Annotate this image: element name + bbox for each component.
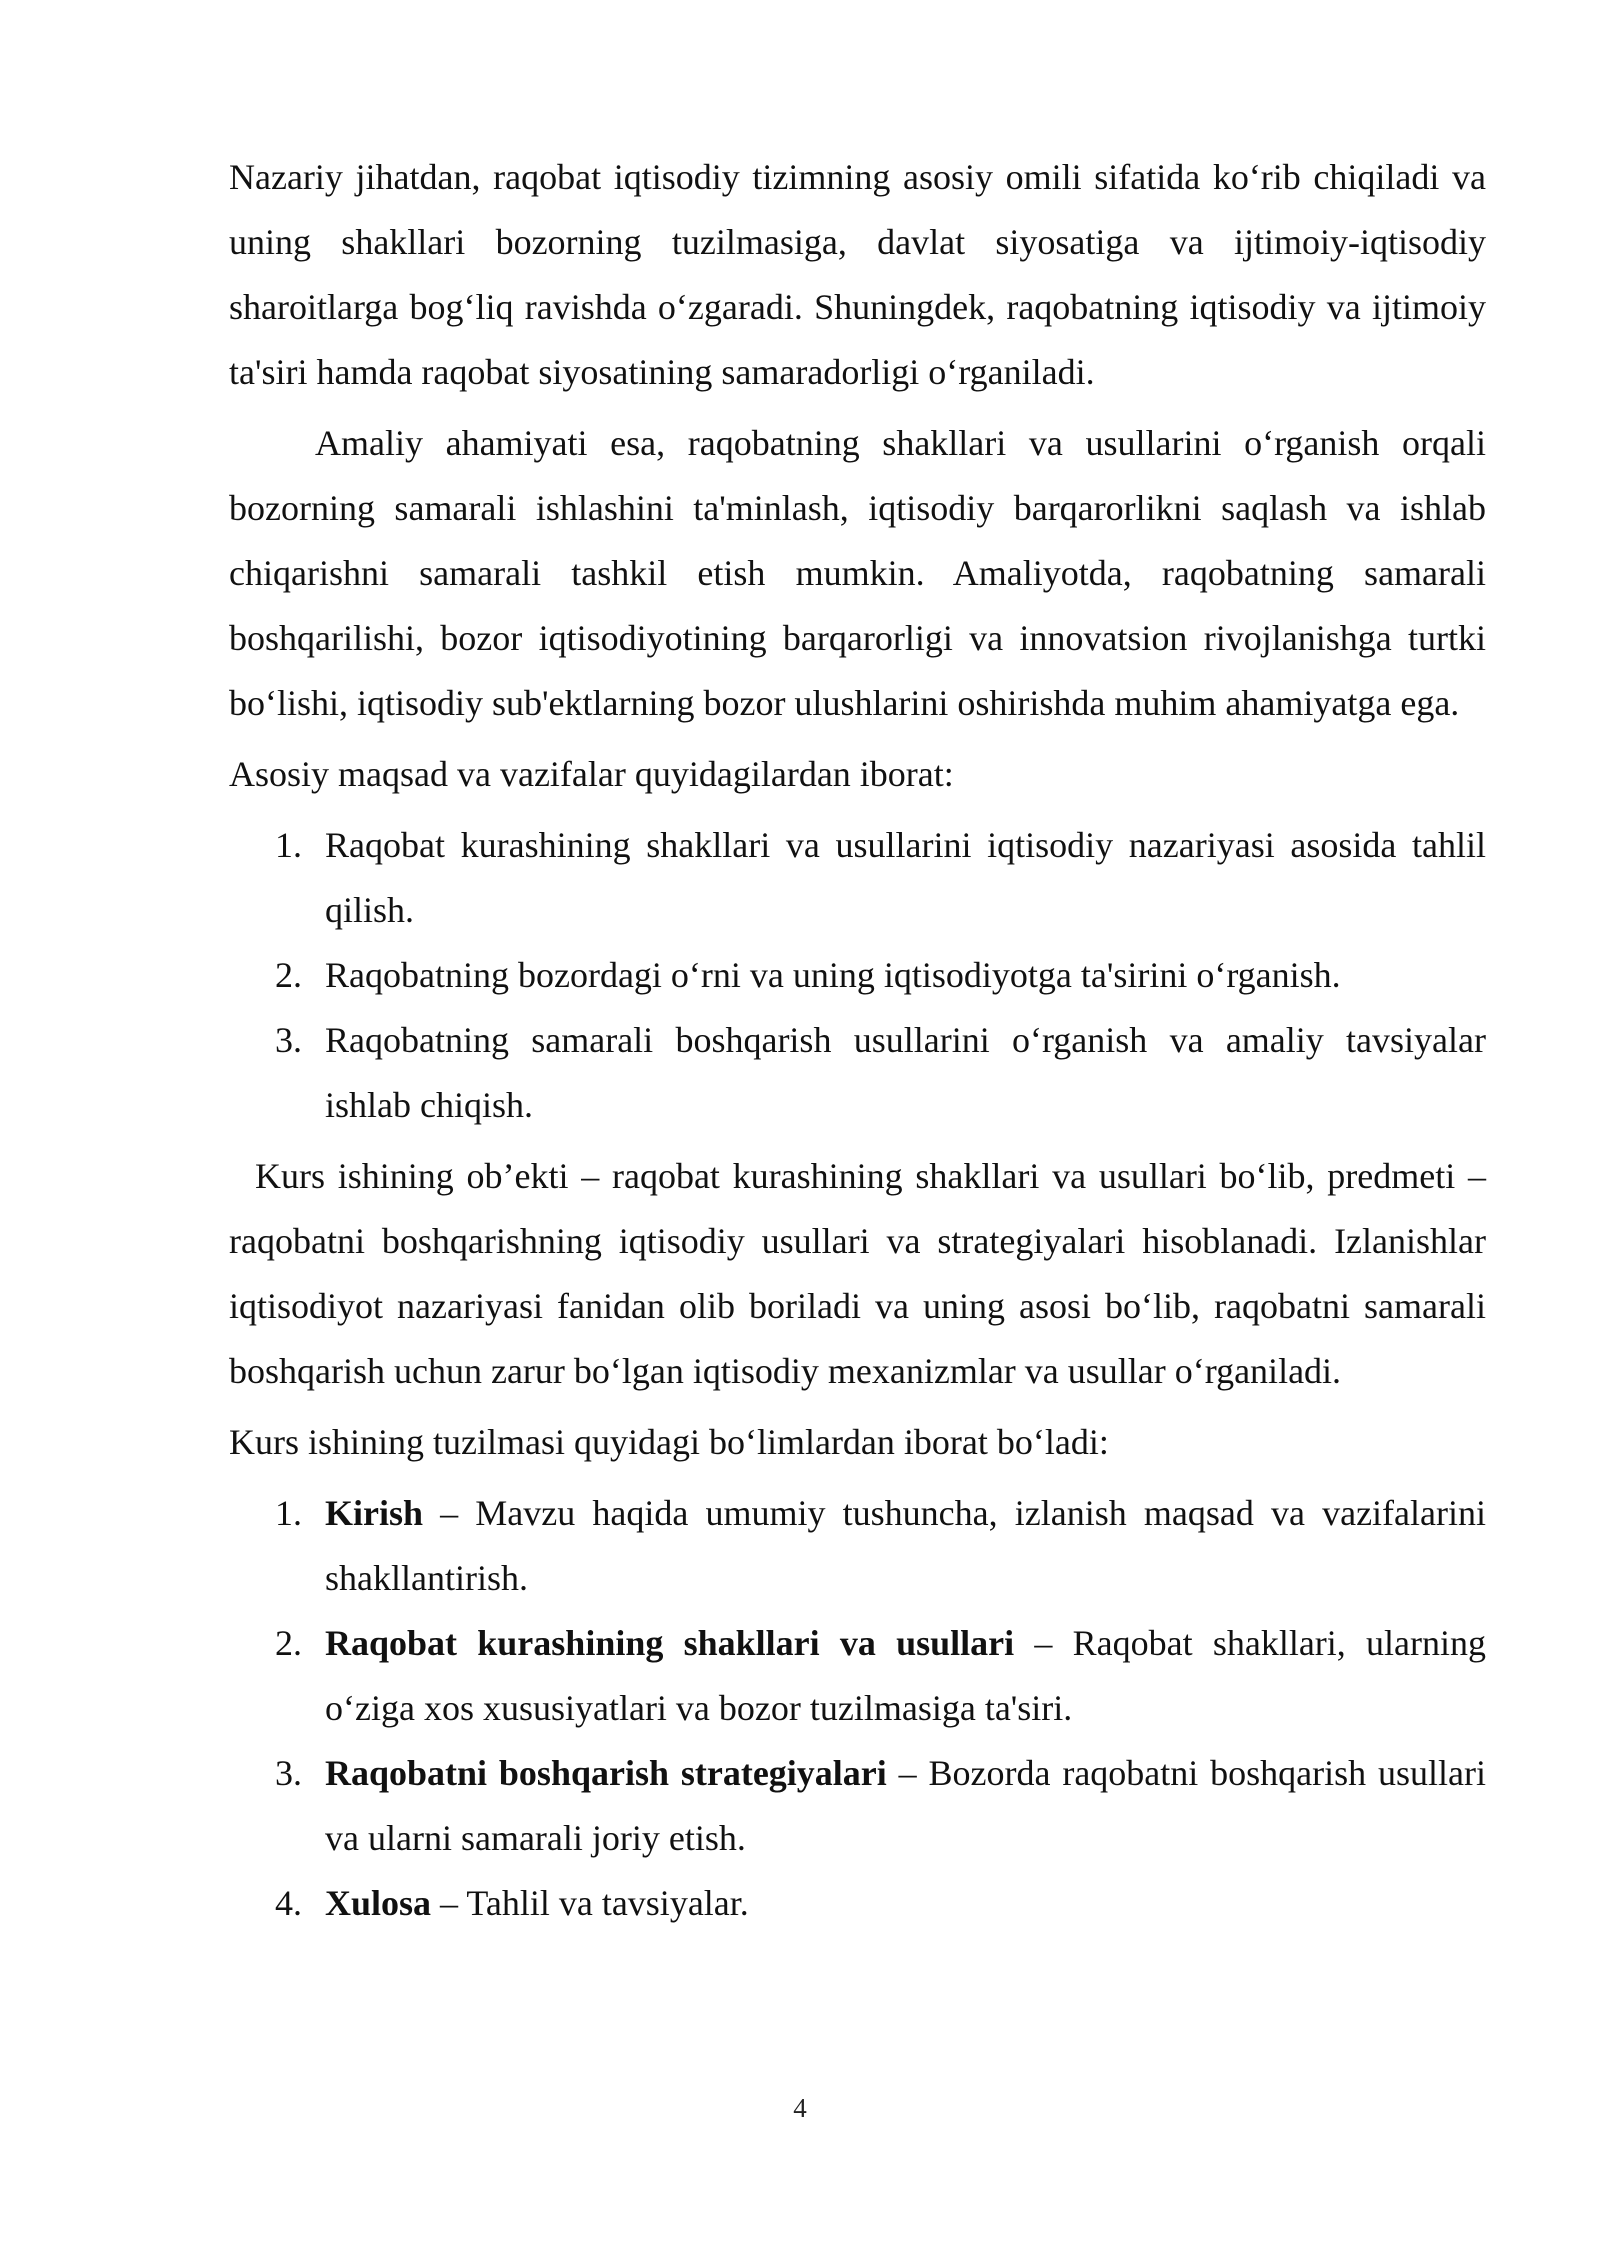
- paragraph-goals-intro: Asosiy maqsad va vazifalar quyidagilardan iborat:: [229, 754, 954, 794]
- page-number: 4: [793, 2093, 807, 2123]
- paragraph-structure-intro: Kurs ishining tuzilmasi quyidagi bo‘limlardan iborat bo‘ladi:: [229, 1422, 1109, 1462]
- list-number: 2.: [275, 1623, 302, 1663]
- list-item-title: Kirish: [325, 1493, 424, 1533]
- list-item: [229, 1871, 1486, 1936]
- paragraph-theoretical: Nazariy jihatdan, raqobat iqtisodiy tizimning asosiy omili sifatida ko‘rib chiqiladi va uning shakllari bozorning tuzilmasiga, davlat siyosatiga va ijtimoiy-iqtisodiy sharoitlarga bog‘liq ravishda o‘zgaradi. Shuningdek, raqobatning iqtisodiy va ijtimoiy ta'siri hamda raqobat siyosatining samaradorligi o‘rganiladi.: [229, 157, 1486, 392]
- paragraph-practical: Amaliy ahamiyati esa, raqobatning shakllari va usullarini o‘rganish orqali bozorning samarali ishlashini ta'minlash, iqtisodiy barqarorlikni saqlash va ishlab chiqarishni samarali tashkil etish mumkin. Amaliyotda, raqobatning samarali boshqarilishi, bozor iqtisodiyotining barqarorligi va innovatsion rivojlanishga turtki bo‘lishi, iqtisodiy sub'ektlarning bozor ulushlarini oshirishda muhim ahamiyatga ega.: [229, 423, 1486, 723]
- list-number: 1.: [275, 825, 302, 865]
- goals-list: [229, 813, 1486, 1138]
- list-number: 3.: [275, 1020, 302, 1060]
- list-item-text: Raqobat kurashining shakllari va usullarini iqtisodiy nazariyasi asosida tahlil qilish.: [325, 825, 1486, 930]
- list-item-text: – Bozorda raqobatni boshqarish usullari va ularni samarali joriy etish.: [325, 1753, 1486, 1858]
- list-number: 1.: [275, 1493, 302, 1533]
- list-item-text: – Raqobat shakllari, ularning o‘ziga xos xususiyatlari va bozor tuzilmasiga ta'siri.: [325, 1623, 1487, 1728]
- list-item: [229, 1008, 1486, 1138]
- list-item-text: Raqobatning samarali boshqarish usullarini o‘rganish va amaliy tavsiyalar ishlab chiqish.: [325, 1020, 1486, 1125]
- list-number: 2.: [275, 955, 302, 995]
- document-page: [229, 145, 1486, 1936]
- list-item: [229, 813, 1486, 943]
- list-item-text: Raqobatning bozordagi o‘rni va uning iqtisodiyotga ta'sirini o‘rganish.: [325, 955, 1341, 995]
- list-number: 4.: [275, 1883, 302, 1923]
- list-item-title: Raqobatni boshqarish strategiyalari: [325, 1753, 887, 1793]
- list-number: 3.: [275, 1753, 302, 1793]
- list-item-title: Xulosa: [325, 1883, 432, 1923]
- list-item-text: – Mavzu haqida umumiy tushuncha, izlanish maqsad va vazifalarini shakllantirish.: [325, 1493, 1486, 1598]
- structure-list: [229, 1481, 1486, 1936]
- list-item-text: – Tahlil va tavsiyalar.: [431, 1883, 749, 1923]
- list-item: [229, 943, 1486, 1008]
- list-item: [229, 1481, 1486, 1611]
- list-item-title: Raqobat kurashining shakllari va usullari: [325, 1623, 1015, 1663]
- list-item: [229, 1741, 1486, 1871]
- list-item: [229, 1611, 1486, 1741]
- paragraph-object: Kurs ishining ob’ekti – raqobat kurashining shakllari va usullari bo‘lib, predmeti – raqobatni boshqarishning iqtisodiy usullari va strategiyalari hisoblanadi. Izlanishlar iqtisodiyot nazariyasi fanidan olib boriladi va uning asosi bo‘lib, raqobatni samarali boshqarish uchun zarur bo‘lgan iqtisodiy mexanizmlar va usullar o‘rganiladi.: [229, 1156, 1486, 1391]
